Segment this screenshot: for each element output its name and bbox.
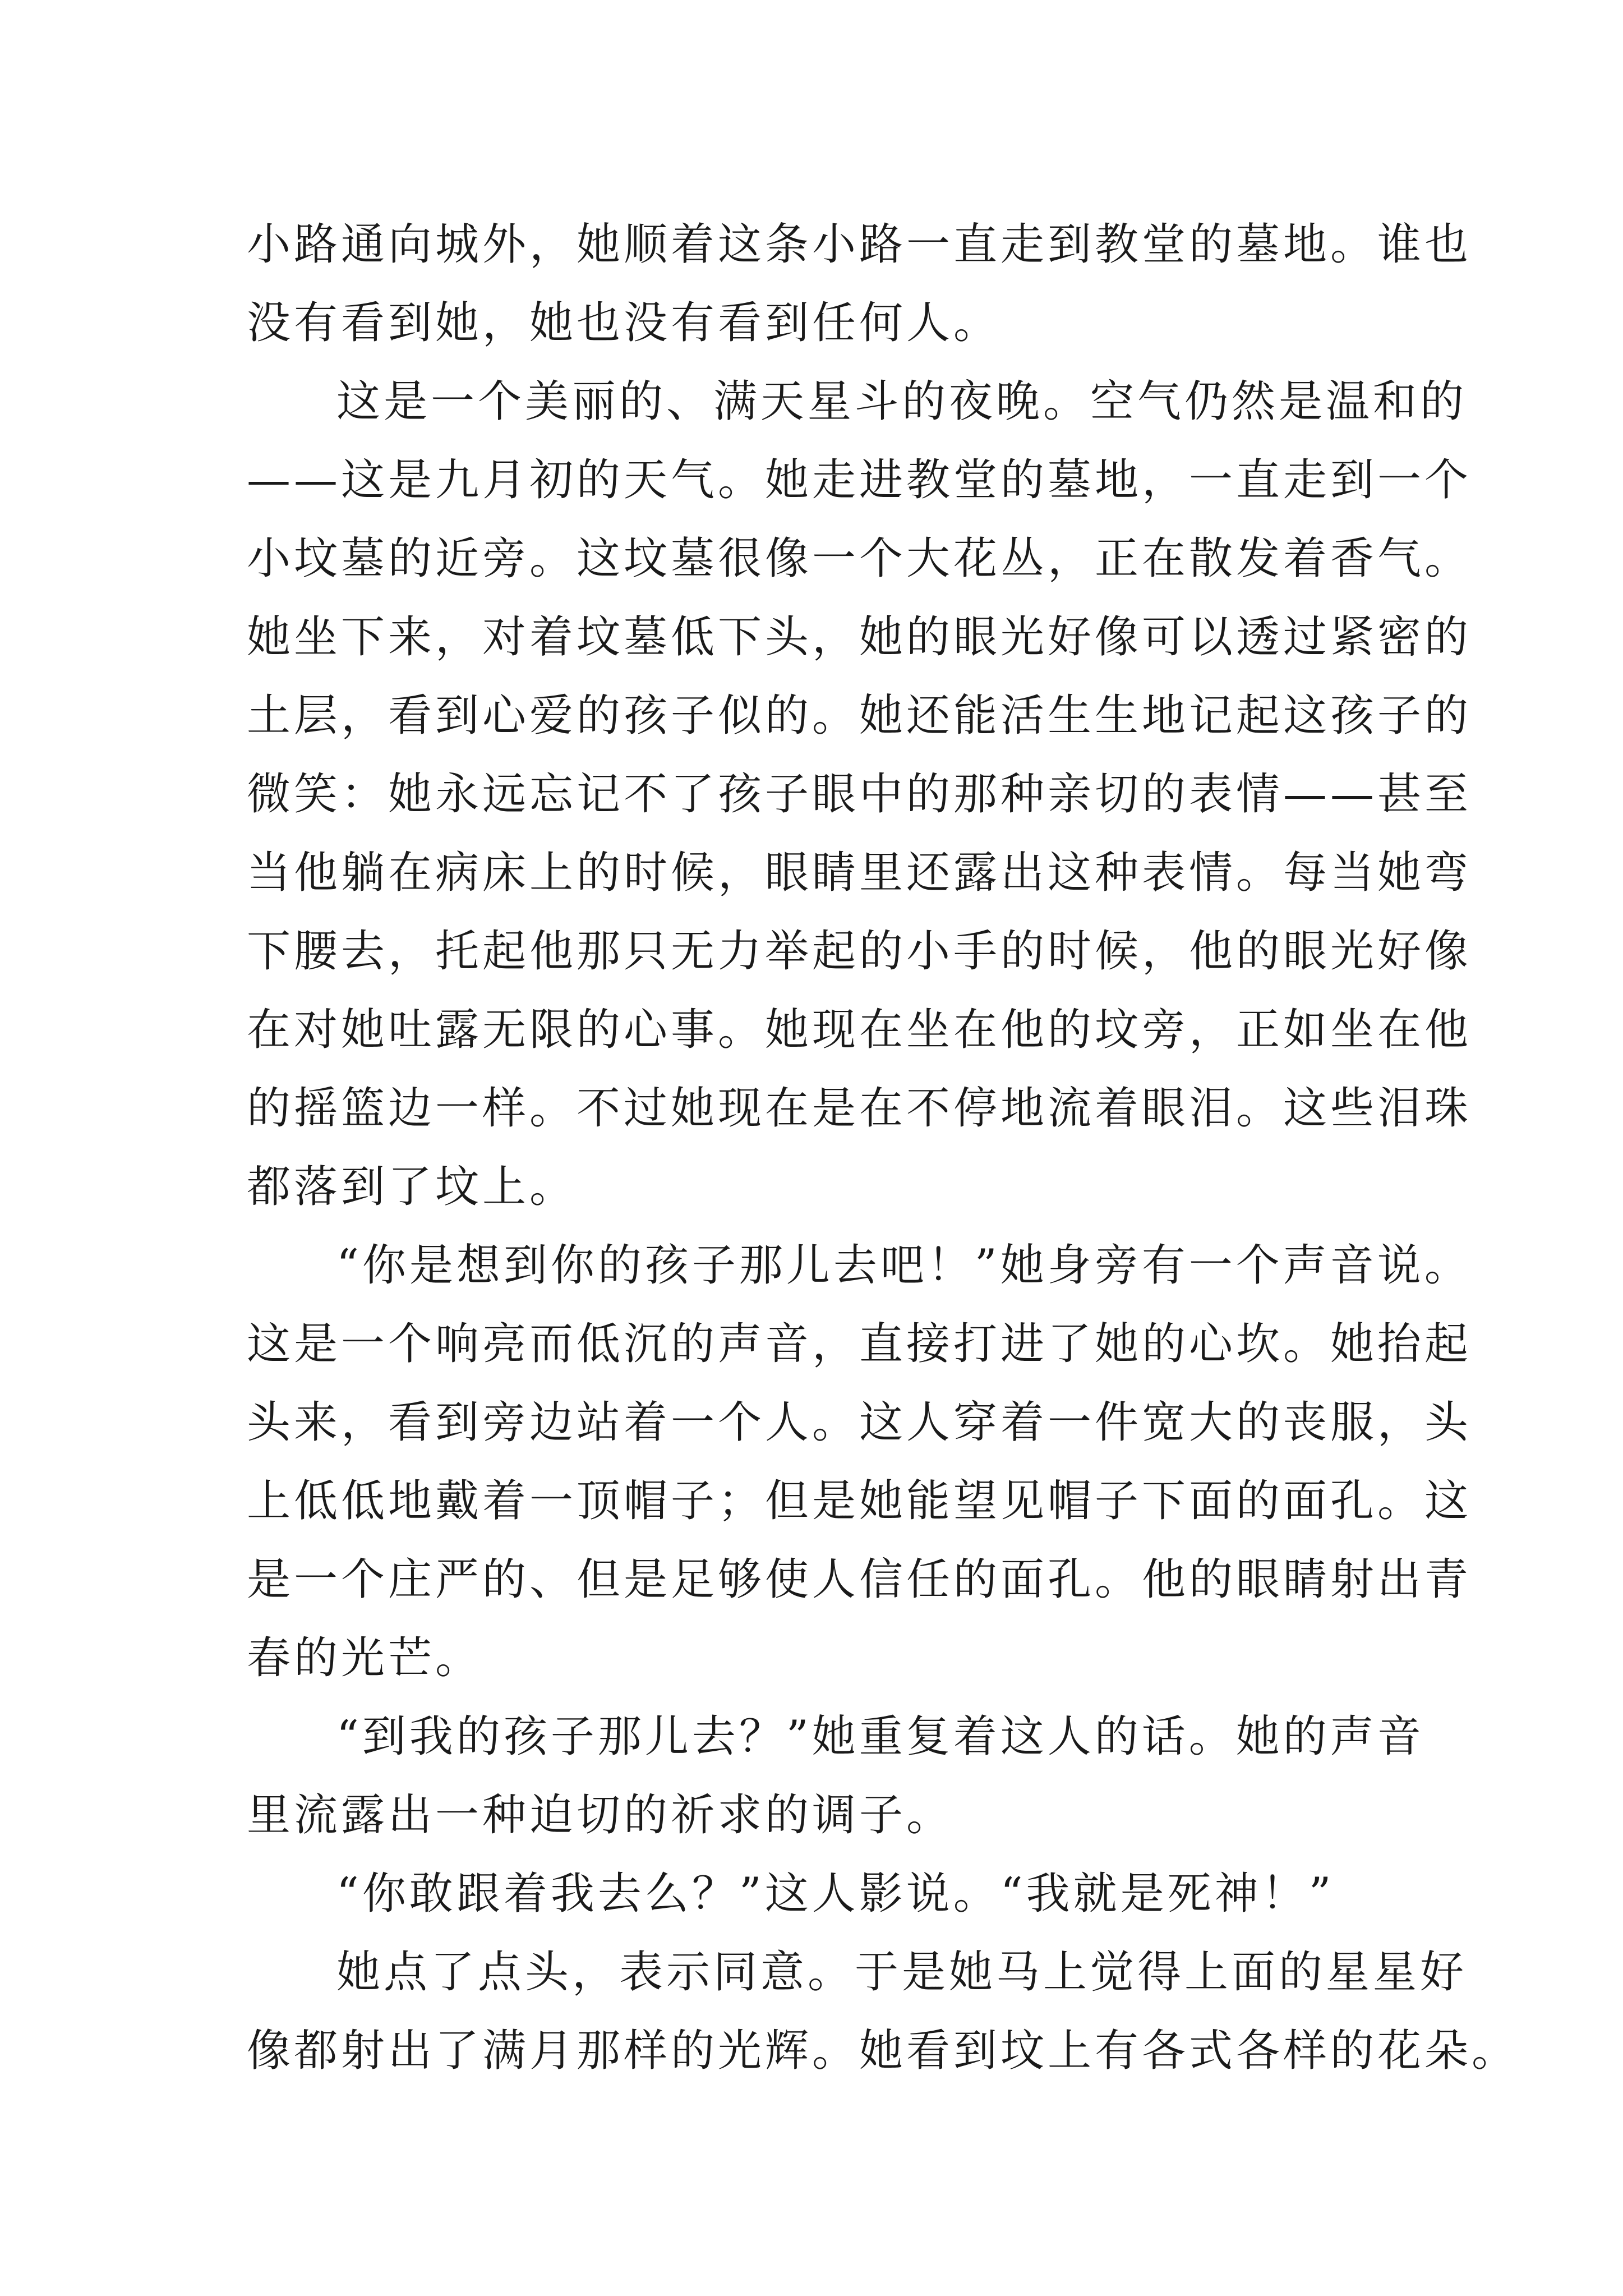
text-line: 小坟墓的近旁。这坟墓很像一个大花丛，正在散发着香气。 <box>247 533 1472 584</box>
text-line: 都落到了坟上。 <box>247 1162 577 1212</box>
text-line: 小路通向城外，她顺着这条小路一直走到教堂的墓地。谁也 <box>247 219 1472 270</box>
text-line: 她坐下来，对着坟墓低下头，她的眼光好像可以透过紧密的 <box>247 612 1472 662</box>
body-text <box>247 205 1519 2090</box>
text-line: 下腰去，托起他那只无力举起的小手的时候，他的眼光好像 <box>247 926 1472 977</box>
text-line: 的摇篮边一样。不过她现在是在不停地流着眼泪。这些泪珠 <box>247 1083 1472 1134</box>
text-line: 微笑：她永远忘记不了孩子眼中的那种亲切的表情——甚至 <box>247 769 1472 820</box>
text-line: 里流露出一种迫切的祈求的调子。 <box>247 1790 954 1841</box>
text-line: 在对她吐露无限的心事。她现在坐在他的坟旁，正如坐在他 <box>247 1005 1472 1055</box>
text-line: 上低低地戴着一顶帽子；但是她能望见帽子下面的面孔。这 <box>247 1476 1472 1526</box>
text-line: 这是一个美丽的、满天星斗的夜晚。空气仍然是温和的 <box>336 376 1468 427</box>
text-line: 土层，看到心爱的孩子似的。她还能活生生地记起这孩子的 <box>247 691 1472 741</box>
text-line: 当他躺在病床上的时候，眼睛里还露出这种表情。每当她弯 <box>247 848 1472 898</box>
text-line: 头来，看到旁边站着一个人。这人穿着一件宽大的丧服，头 <box>247 1397 1472 1448</box>
text-line: 这是一个响亮而低沉的声音，直接打进了她的心坎。她抬起 <box>247 1319 1472 1369</box>
text-line: “你敢跟着我去么？”这人影说。“我就是死神！” <box>336 1869 1335 1919</box>
text-line: 像都射出了满月那样的光辉。她看到坟上有各式各样的花朵。 <box>247 2026 1519 2076</box>
text-line: 春的光芒。 <box>247 1633 483 1683</box>
text-line: 她点了点头，表示同意。于是她马上觉得上面的星星好 <box>336 1947 1468 1998</box>
text-line: ——这是九月初的天气。她走进教堂的墓地，一直走到一个 <box>247 455 1472 505</box>
text-line: “你是想到你的孩子那儿去吧！”她身旁有一个声音说。 <box>336 1240 1472 1291</box>
text-line: “到我的孩子那儿去？”她重复着这人的话。她的声音 <box>336 1711 1424 1762</box>
text-line: 没有看到她，她也没有看到任何人。 <box>247 298 1001 348</box>
text-line: 是一个庄严的、但是足够使人信任的面孔。他的眼睛射出青 <box>247 1554 1472 1605</box>
